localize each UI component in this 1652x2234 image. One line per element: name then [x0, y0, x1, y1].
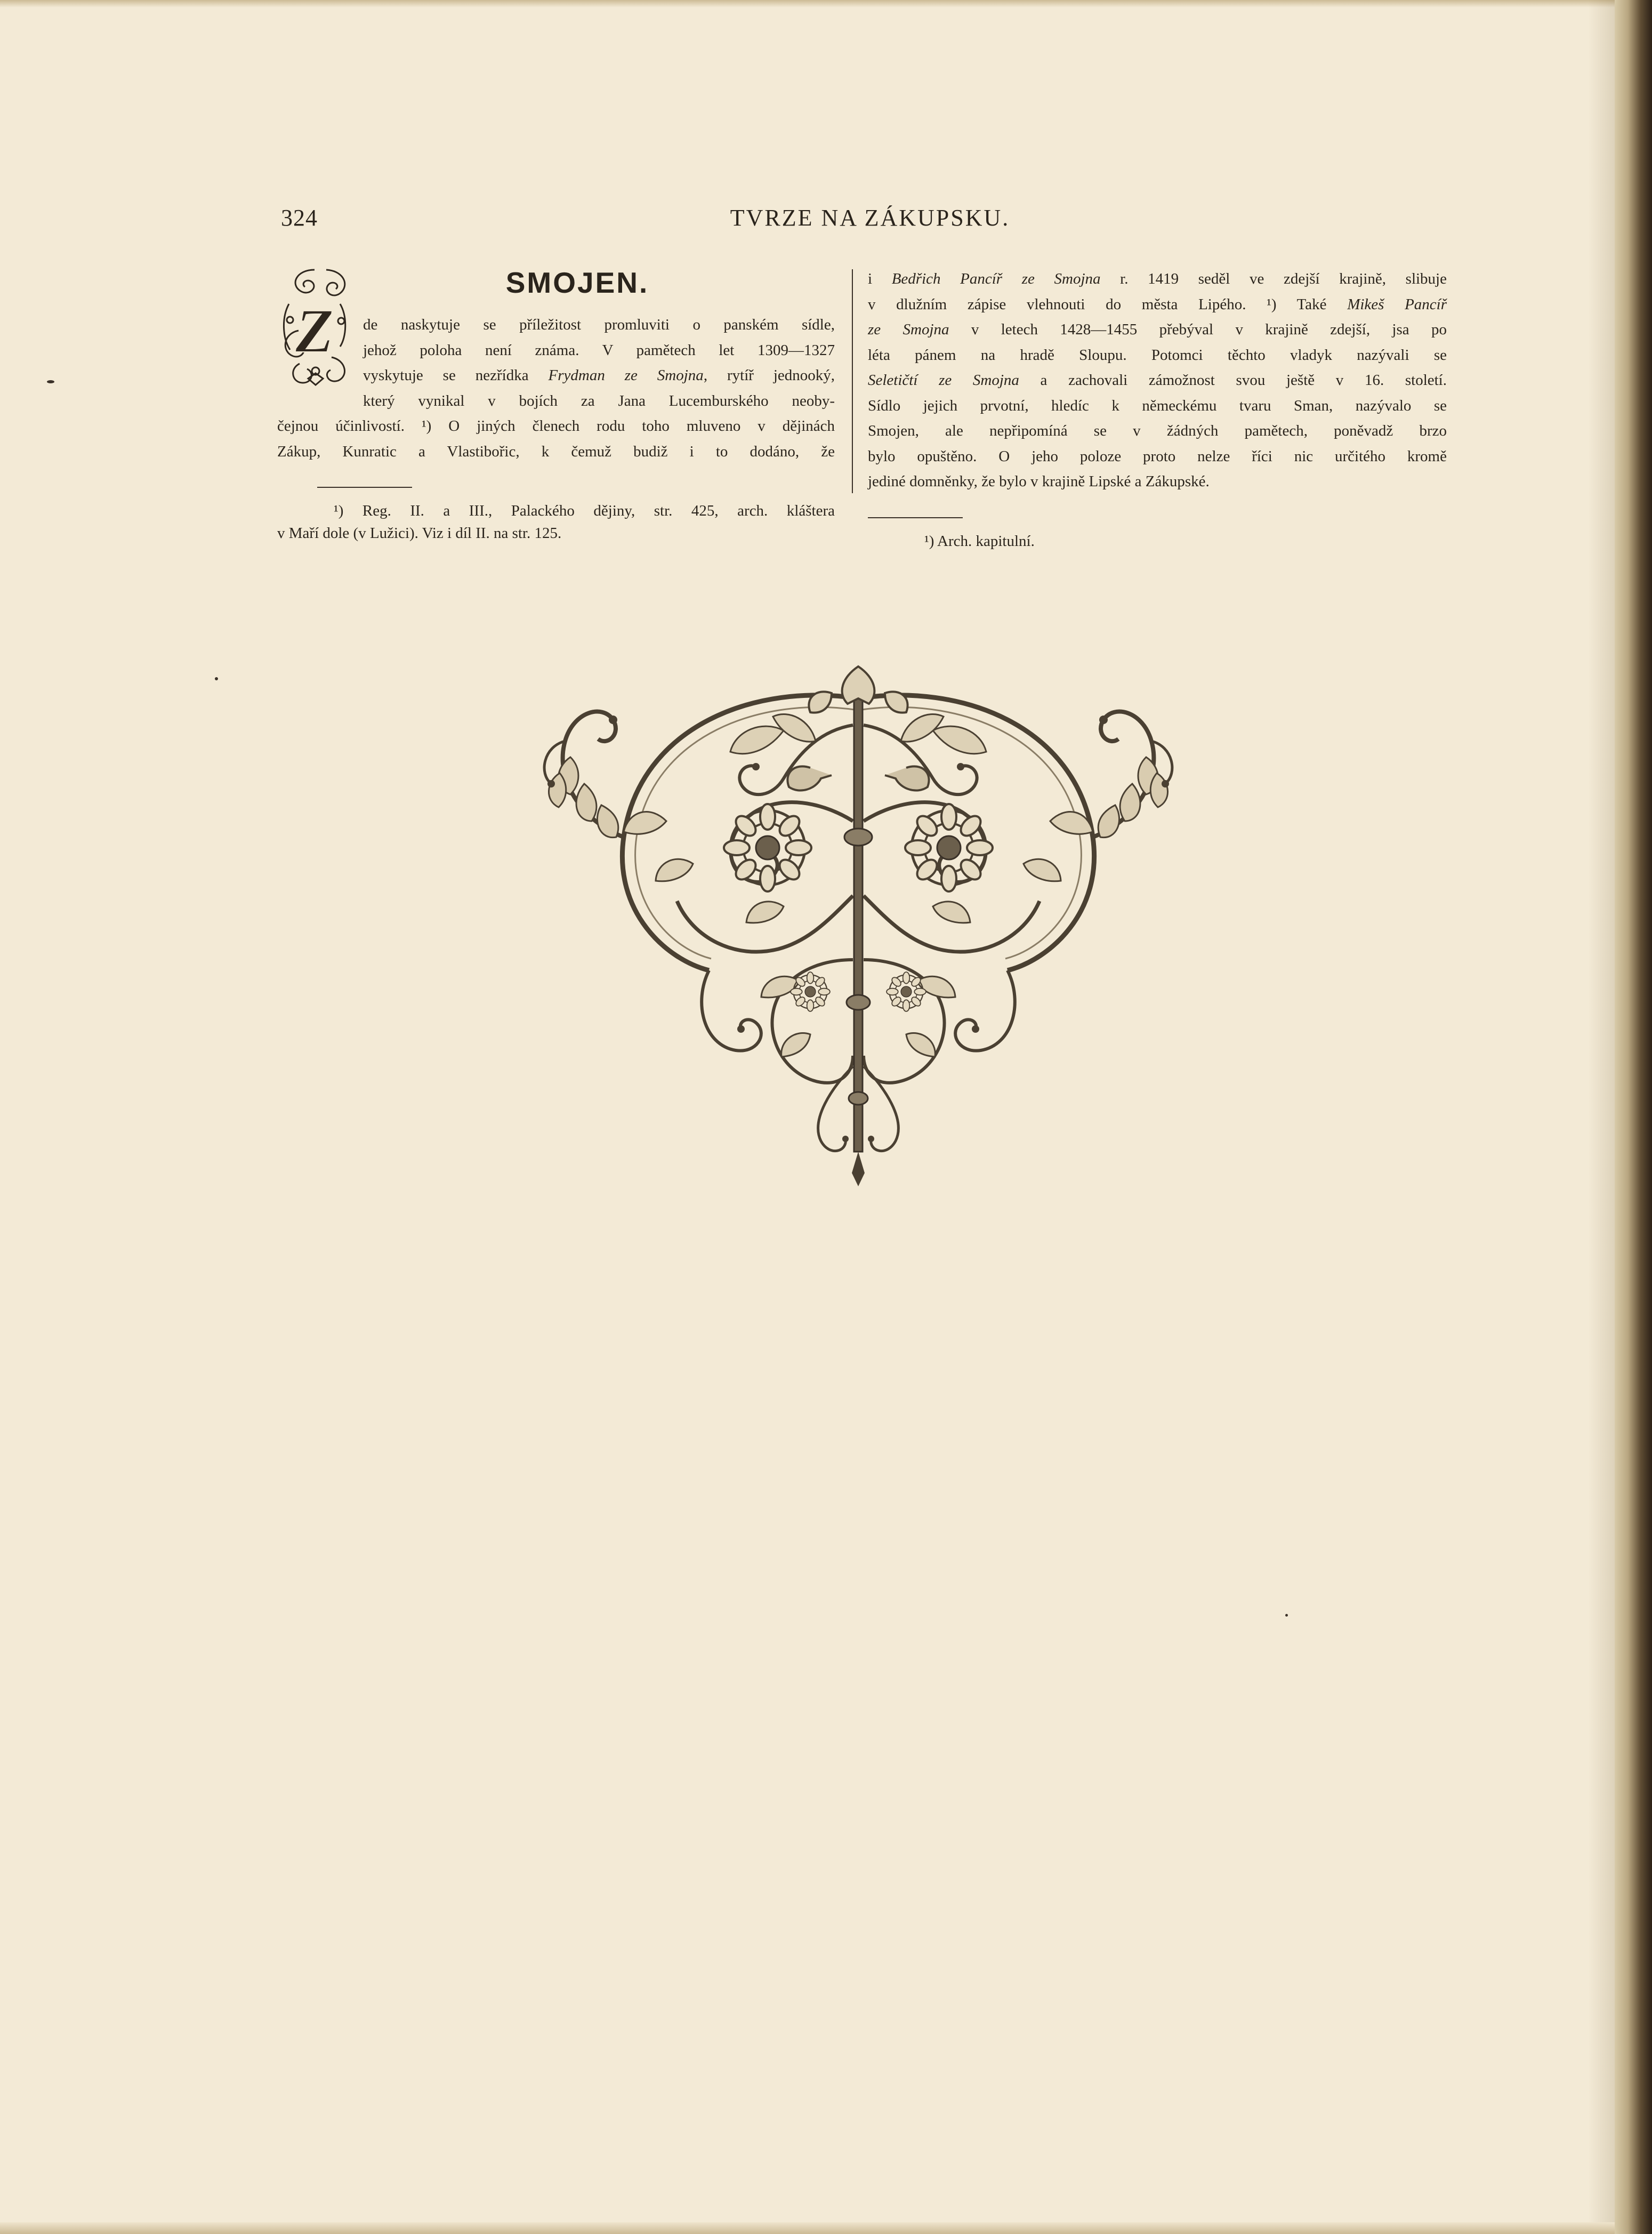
scan-speck: [215, 677, 218, 680]
footnote-line: ¹) Arch. kapitulní.: [924, 532, 1035, 550]
text-line: Smojen, ale nepřipomíná se v žádných pamětech, poněvadž brzo: [868, 422, 1447, 439]
text-line: jehož poloha není známa. V pamětech let 1309—1327: [363, 341, 835, 359]
footnote-right: [868, 530, 1447, 552]
person-name: Frydman ze Smojna: [548, 367, 704, 384]
page-bottom-edge: [0, 2222, 1615, 2234]
family-name: Seletičtí ze Smojna: [868, 372, 1019, 389]
text-line: Sídlo jejich prvotní, hledíc k německému tvaru Sman, nazývalo se: [868, 397, 1447, 414]
text-line: i Bedřich Pancíř ze Smojna r. 1419 seděl ve zdejší krajině, slibuje: [868, 270, 1447, 287]
person-name: ze Smojna: [868, 321, 949, 338]
person-name: Mikeš Pancíř: [1347, 295, 1447, 313]
text-line: v dlužním zápise vlehnouti do města Lipého. ¹) Také Mikeš Pancíř: [868, 295, 1447, 313]
text-line: jediné domněnky, že bylo v krajině Lipské a Zákupské.: [868, 473, 1210, 490]
footnote-divider: [317, 487, 412, 488]
scan-speck: [47, 380, 54, 383]
footnote-left: [277, 500, 835, 544]
scan-speck: [1285, 1614, 1288, 1617]
column-divider: [852, 269, 853, 493]
running-head: [281, 204, 1459, 236]
text-line: čejnou účinlivostí. ¹) O jiných členech rodu toho mluveno v dějinách: [277, 417, 835, 435]
book-spine: [1615, 0, 1652, 2234]
text-line: Zákup, Kunratic a Vlastibořic, k čemuž budiž i to dodáno, že: [277, 443, 835, 460]
text-line: bylo opuštěno. O jeho poloze proto nelze říci nic určitého kromě: [868, 447, 1447, 465]
section-title: SMOJEN.: [505, 266, 649, 299]
text-line: Seletičtí ze Smojna a zachovali zámožnost svou ještě v 16. století.: [868, 372, 1447, 389]
left-column: [277, 267, 835, 544]
text-line: vyskytuje se nezřídka Frydman ze Smojna, rytíř jednooký,: [363, 367, 835, 384]
footnote-divider: [868, 517, 963, 518]
footnote-line: v Maří dole (v Lužici). Viz i díl II. na str. 125.: [277, 525, 562, 542]
footnote-line: ¹) Reg. II. a III., Palackého dějiny, str. 425, arch. kláštera: [334, 502, 835, 519]
text-line: de naskytuje se příležitost promluviti o panském sídle,: [363, 316, 835, 333]
spine-shadow: [1588, 0, 1615, 2234]
text-line: který vynikal v bojích za Jana Lucemburského neoby-: [363, 392, 835, 409]
page-top-edge: [0, 0, 1615, 7]
section-body-right: [868, 267, 1447, 495]
text-line: léta pánem na hradě Sloupu. Potomci těchto vladyk nazývali se: [868, 346, 1447, 364]
wrought-iron-ornament-icon: [533, 661, 1183, 1189]
page-number: 324: [281, 205, 318, 231]
person-name: Bedřich Pancíř ze Smojna: [891, 270, 1101, 287]
section-body-left: [277, 312, 835, 464]
text-line: ze Smojna v letech 1428—1455 přebýval v krajině zdejší, jsa po: [868, 321, 1447, 338]
decorative-initial-icon: [277, 267, 354, 387]
right-column: [868, 267, 1447, 552]
svg-text:Z: Z: [295, 296, 334, 366]
running-title: TVRZE NA ZÁKUPSKU.: [730, 205, 1010, 231]
